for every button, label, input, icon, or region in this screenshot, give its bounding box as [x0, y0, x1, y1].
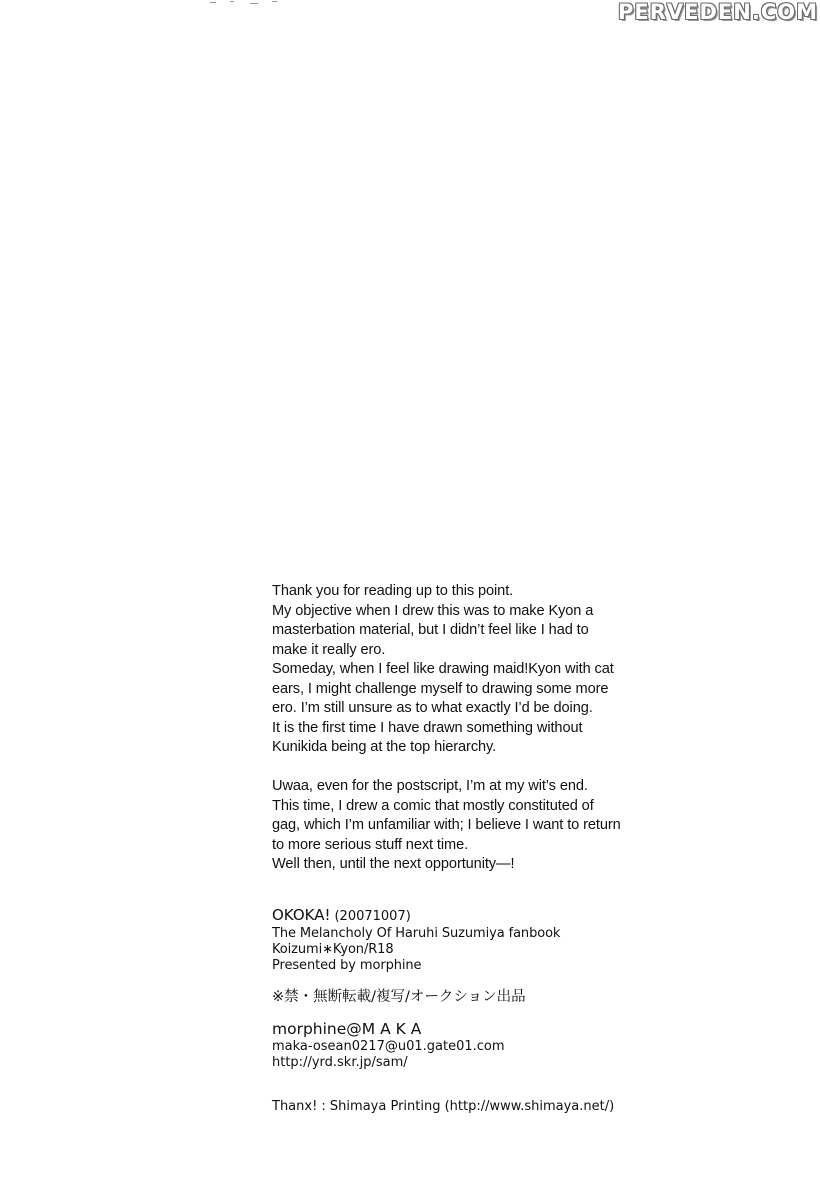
book-title: OKOKA! — [272, 906, 331, 924]
afterword-line: Kunikida being at the top hierarchy. — [272, 739, 497, 755]
copyright-notice: ※禁・無断転載/複写/オークション出品 — [272, 989, 526, 1005]
afterword-line: Thank you for reading up to this point. — [272, 583, 514, 599]
afterword-line: Uwaa, even for the postscript, I’m at my wit’s end. — [272, 778, 588, 794]
series-line: The Melancholy Of Haruhi Suzumiya fanbook — [272, 926, 561, 941]
contact-email: maka-osean0217@u01.gate01.com — [272, 1039, 505, 1054]
scan-specks — [210, 0, 290, 8]
pairing-line: Koizumi∗Kyon/R18 — [272, 942, 394, 957]
printer-credit: Thanx! : Shimaya Printing (http://www.shimaya.net/) — [272, 1099, 615, 1114]
afterword-line: gag, which I’m unfamiliar with; I believe I want to return — [272, 817, 621, 833]
website-url: http://yrd.skr.jp/sam/ — [272, 1055, 408, 1070]
afterword-line: My objective when I drew this was to make Kyon a — [272, 602, 594, 619]
afterword-line: ears, I might challenge myself to drawing some more — [272, 680, 609, 697]
circle-name: morphine@M A K A — [272, 1020, 422, 1038]
colophon — [272, 906, 692, 1115]
afterword-line: to more serious stuff next time. — [272, 836, 469, 853]
site-watermark: PERVEDEN.COM — [618, 0, 818, 24]
afterword-line: make it really ero. — [272, 641, 386, 658]
publication-date: (20071007) — [334, 909, 411, 924]
afterword-line: ero. I’m still unsure as to what exactly I’d be doing. — [272, 700, 593, 716]
afterword-line: This time, I drew a comic that mostly constituted of — [272, 797, 594, 814]
afterword-line: It is the first time I have drawn something without — [272, 719, 583, 736]
book-title-line — [272, 906, 692, 926]
afterword-line: Someday, when I feel like drawing maid!Kyon with cat — [272, 661, 614, 677]
afterword-line: Well then, until the next opportunity—! — [272, 856, 515, 872]
presented-by-line: Presented by morphine — [272, 958, 422, 973]
afterword-text — [272, 582, 692, 875]
paragraph-gap — [272, 758, 692, 778]
afterword-line: masterbation material, but I didn’t feel like I had to — [272, 622, 589, 638]
